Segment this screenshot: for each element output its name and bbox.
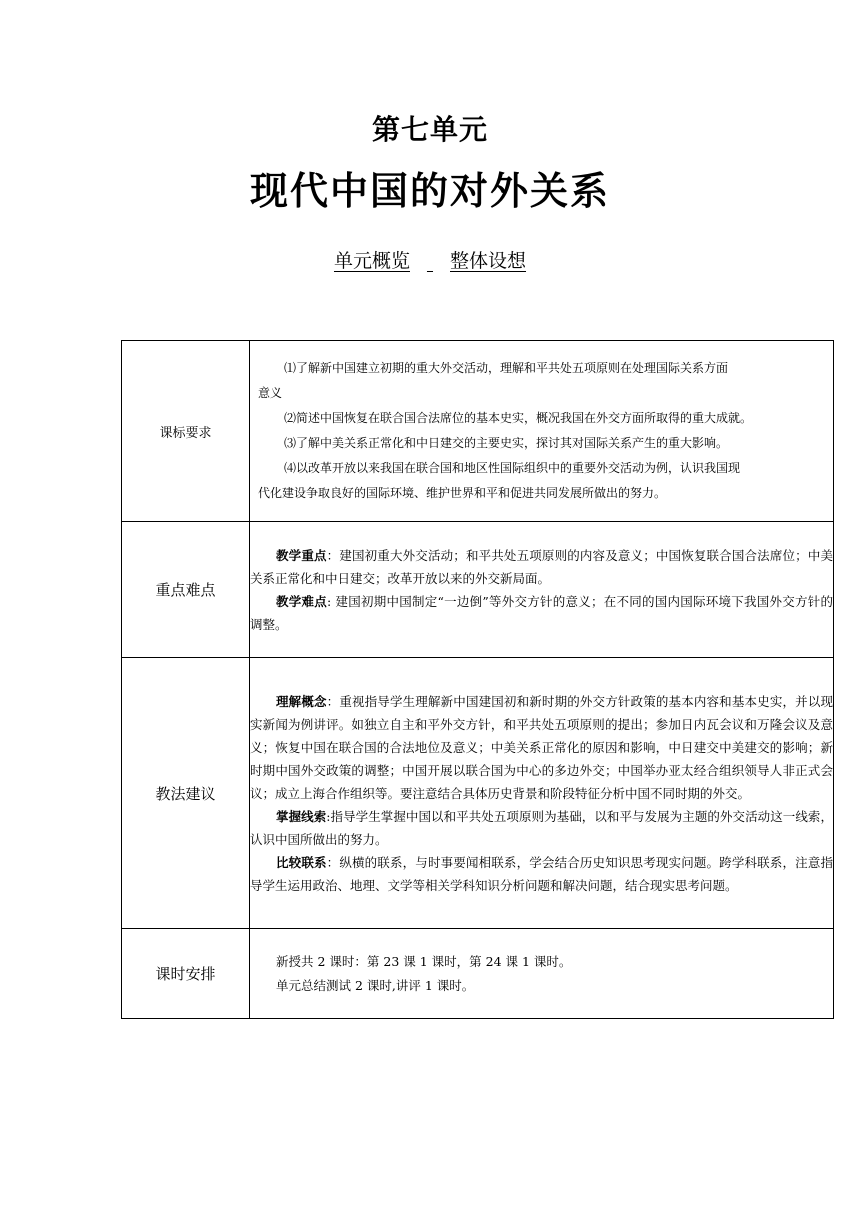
unit-heading: 第七单元 (371, 113, 488, 146)
overview-heading (0, 246, 860, 273)
key-points-content (250, 522, 834, 658)
standards-content (250, 341, 834, 522)
table-row-standards (122, 341, 834, 522)
compare-text: ：纵横的联系，与时事要闻相联系，学会结合历史知识思考现实问题。跨学科联系，注意指导学生运用政治、地理、文学等相关学科知识分析问题和解决问题，结合现实思考问题。 (250, 854, 833, 893)
methods-content (250, 658, 834, 929)
standards-item-1-cont: 意义 (258, 386, 283, 400)
difficulty-paragraph (250, 590, 833, 636)
clue-title: 掌握线索 (276, 808, 327, 824)
compare-paragraph (250, 851, 833, 897)
schedule-line-2: 单元总结测试 2 课时,讲评 1 课时。 (276, 977, 475, 993)
clue-paragraph (250, 805, 833, 851)
table-row-key-points (122, 522, 834, 658)
standards-item-3: ⑶了解中美关系正常化和中日建交的主要史实，探讨其对国际关系产生的重大影响。 (284, 436, 729, 450)
table-row-methods (122, 658, 834, 929)
standards-item-4-cont: 代化建设争取良好的国际环境、维护世界和平和促进共同发展所做出的努力。 (258, 486, 667, 500)
unit-plan-table (121, 340, 834, 1019)
standards-item-1: ⑴了解新中国建立初期的重大外交活动，理解和平共处五项原则在处理国际关系方面 (284, 361, 729, 375)
standards-item-4: ⑷以改革开放以来我国在联合国和地区性国际组织中的重要外交活动为例，认识我国现 (284, 461, 741, 475)
page-title: 现代中国的对外关系 (249, 168, 610, 213)
schedule-label-cell (122, 929, 250, 1019)
schedule-content (250, 929, 834, 1019)
standards-label-cell (122, 341, 250, 522)
key-points-label: 重点难点 (155, 581, 216, 599)
schedule-label: 课时安排 (155, 965, 216, 983)
compare-title: 比较联系 (276, 854, 327, 870)
overview-left-label: 单元概览 (333, 250, 410, 272)
concept-paragraph (250, 690, 833, 805)
focus-title: 教学重点 (276, 547, 327, 563)
standards-label: 课标要求 (159, 425, 212, 441)
focus-text: ：建国初重大外交活动；和平共处五项原则的内容及意义；中国恢复联合国合法席位；中美关系正常化和中日建交；改革开放以来的外交新局面。 (250, 547, 833, 586)
overview-spacer (410, 250, 450, 272)
concept-title: 理解概念 (276, 693, 327, 709)
concept-text: ：重视指导学生理解新中国建国初和新时期的外交方针政策的基本内容和基本史实，并以现实新闻为例讲评。如独立自主和平外交方针，和平共处五项原则的提出；参加日内瓦会议和万隆会议及意义；恢复中国在联合国的合法地位及意义；中美关系正常化的原因和影响，中日建交中美建交的影响；新时期中国外交政策的调整；中国开展以联合国为中心的多边外交；中国举办亚太经合组织领导人非正式会议；成立上海合作组织等。要注意结合具体历史背景和阶段特征分析中国不同时期的外交。 (250, 693, 833, 801)
key-points-label-cell (122, 522, 250, 658)
difficulty-text: : 建国初期中国制定“一边倒”等外交方针的意义；在不同的国内国际环境下我国外交方针的调整。 (250, 593, 833, 632)
methods-label: 教法建议 (155, 784, 216, 803)
overview-right-label: 整体设想 (450, 250, 527, 272)
standards-item-2: ⑵简述中国恢复在联合国合法席位的基本史实，概况我国在外交方面所取得的重大成就。 (284, 411, 753, 425)
methods-label-cell (122, 658, 250, 929)
clue-text: :指导学生掌握中国以和平共处五项原则为基础，以和平与发展为主题的外交活动这一线索，认识中国所做出的努力。 (250, 808, 833, 847)
schedule-line-1: 新授共 2 课时：第 23 课 1 课时，第 24 课 1 课时。 (276, 953, 572, 969)
focus-paragraph (250, 544, 833, 590)
table-row-schedule (122, 929, 834, 1019)
difficulty-title: 教学难点 (276, 593, 328, 609)
